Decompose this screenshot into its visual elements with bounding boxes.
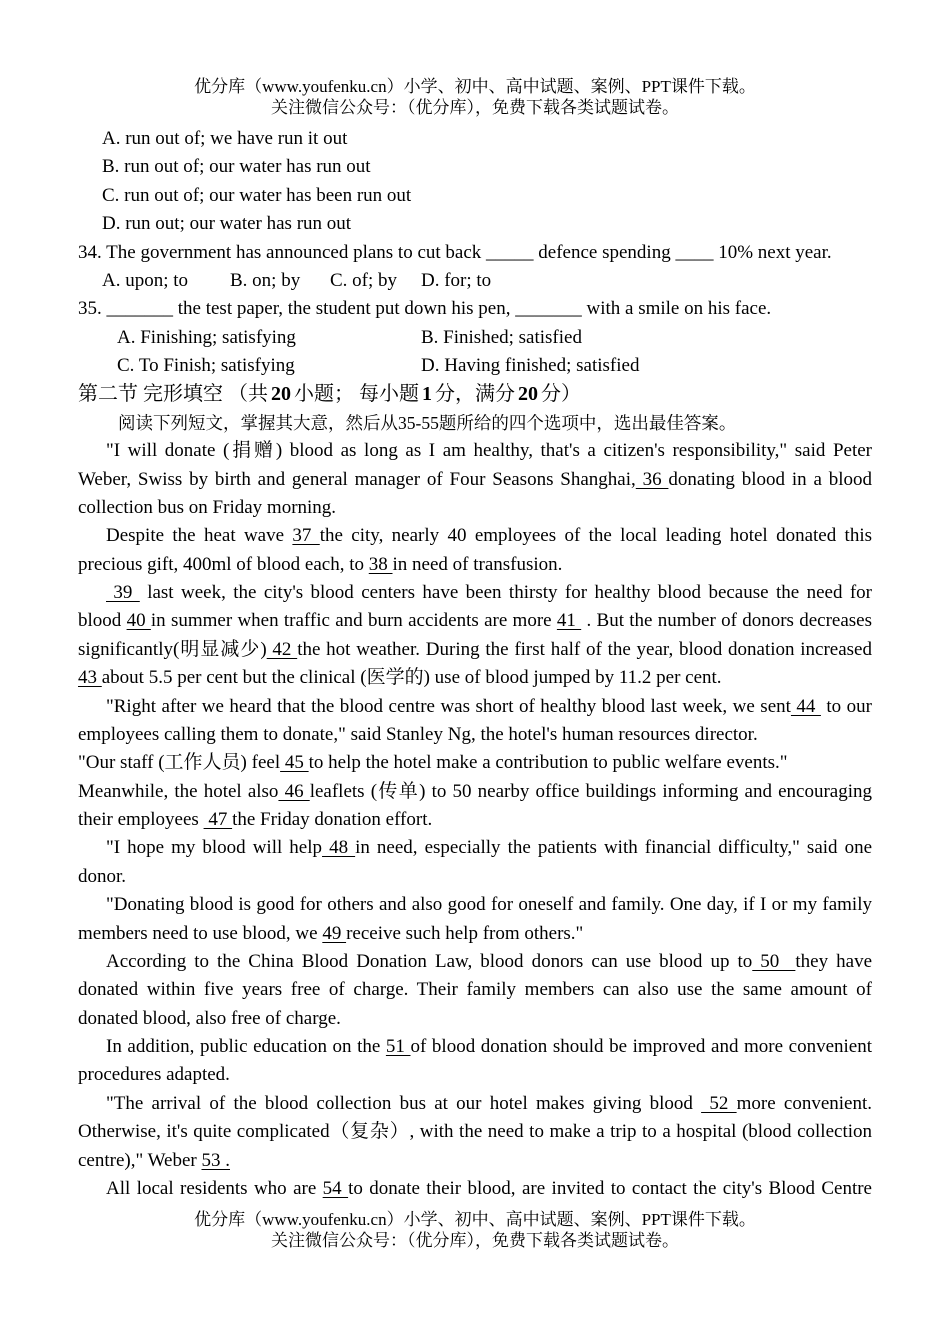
passage-text: donating blood in a blood — [668, 468, 872, 490]
section-title-text: 分） — [541, 383, 581, 406]
section-title-text: 小题； 每小题 — [294, 383, 419, 406]
section-title-text: 分，满分 — [435, 383, 515, 406]
q35-option-a: A. Finishing; satisfying — [117, 326, 296, 348]
passage-text: In addition, public education on the — [106, 1036, 386, 1057]
paragraph-8 — [78, 891, 872, 948]
footer-line-2: 关注微信公众号：（优分库），免费下载各类试题试卷。 — [271, 1231, 679, 1250]
passage-text: to our — [820, 695, 872, 717]
passage-line — [78, 1090, 872, 1118]
passage-text: According to the China Blood Donation Law, blood donors can use blood up to — [106, 950, 753, 972]
passage-line — [78, 749, 872, 777]
blank-36: 36 — [635, 468, 669, 490]
section-title — [78, 380, 872, 408]
passage-text: "I hope my blood will help — [106, 837, 323, 859]
passage-text: members need to use blood, we — [78, 922, 323, 944]
passage-text: procedures adapted. — [78, 1064, 230, 1086]
section-instruction: 阅读下列短文，掌握其大意，然后从35-55题所给的四个选项中，选出最佳答案。 — [118, 412, 737, 433]
passage-text: donated within five years free of charge. Their family members can also use the same amount of — [78, 979, 872, 1001]
passage-text: to donate their blood, are invited to contact the city's Blood Centre — [348, 1177, 872, 1199]
blank-38: 38 — [368, 553, 393, 575]
paragraph-2 — [78, 522, 872, 579]
passage-text: the city, nearly 40 employees of the local leading hotel donated this — [319, 525, 872, 547]
blank-54: 54 — [322, 1177, 349, 1199]
section-total-points: 20 — [518, 383, 538, 406]
passage-line — [78, 1005, 872, 1033]
passage-line — [78, 1033, 872, 1061]
passage-text: the Friday donation effort. — [232, 809, 433, 830]
paragraph-4 — [78, 693, 872, 750]
passage-text: Despite the heat wave — [106, 525, 293, 547]
blank-37: 37 — [292, 525, 320, 547]
passage-text: to help the hotel make a contribution to public welfare events." — [308, 752, 788, 774]
footer-line-1: 优分库（www.youfenku.cn）小学、初中、高中试题、案例、PPT课件下载。 — [194, 1210, 756, 1229]
passage-line — [78, 522, 872, 550]
passage-line — [78, 834, 872, 862]
passage-text: collection bus on Friday morning. — [78, 496, 337, 518]
passage-line — [78, 636, 872, 664]
q34-option-b: B. on; by — [230, 269, 301, 291]
passage-text: "Right after we heard that the blood centre was short of healthy blood last week, we sent — [106, 695, 791, 717]
passage-text: "The arrival of the blood collection bus at our hotel makes giving blood — [106, 1092, 702, 1114]
blank-47: 47 — [203, 809, 233, 830]
header-line-1: 优分库（www.youfenku.cn）小学、初中、高中试题、案例、PPT课件下载。 — [194, 77, 756, 96]
blank-42: 42 — [266, 638, 298, 660]
passage-line — [78, 494, 872, 522]
blank-48: 48 — [322, 837, 356, 859]
passage-line — [78, 607, 872, 635]
paragraph-11 — [78, 1090, 872, 1175]
passage-text: in need of transfusion. — [392, 553, 563, 575]
passage-text: blood — [78, 610, 127, 632]
q33-option-a: A. run out of; we have run it out — [102, 128, 348, 149]
blank-39: 39 — [106, 582, 140, 603]
passage-line — [78, 466, 872, 494]
q34-options — [78, 267, 872, 295]
passage-text: centre)," Weber — [78, 1149, 202, 1171]
paragraph-9 — [78, 948, 872, 1033]
passage-line — [78, 920, 872, 948]
q35-options-row-1 — [78, 324, 872, 352]
passage-line — [78, 948, 872, 976]
q33-option-c: C. run out of; our water has been run out — [102, 184, 412, 206]
passage-text: employees calling them to donate," said Stanley Ng, the hotel's human resources director. — [78, 723, 758, 745]
passage-text: more convenient. — [736, 1092, 872, 1114]
q35-options-row-2 — [78, 352, 872, 380]
q33-option-d: D. run out; our water has run out — [102, 213, 352, 235]
passage-text: donor. — [78, 865, 127, 887]
blank-51: 51 — [385, 1036, 411, 1057]
passage-text: the hot weather. During the first half of the year, blood donation increased — [297, 638, 872, 660]
passage-text: about 5.5 per cent but the clinical (医学的) use of blood jumped by 11.2 per cent. — [101, 667, 722, 689]
blank-43: 43 — [78, 667, 102, 689]
blank-50: 50 — [752, 950, 796, 972]
passage-line — [78, 891, 872, 919]
passage-line — [78, 579, 872, 607]
page-footer — [0, 1209, 950, 1251]
passage-text: . But the number of donors decreases — [581, 610, 872, 632]
passage-line — [78, 664, 872, 692]
paragraph-12 — [78, 1175, 872, 1203]
passage-line — [78, 806, 872, 834]
passage-text: Otherwise, it's quite complicated（复杂）, with the need to make a trip to a hospital (blood collection — [78, 1121, 872, 1143]
q34-option-a: A. upon; to — [102, 269, 189, 291]
blank-41: 41 — [556, 610, 582, 632]
paragraph-5 — [78, 749, 872, 777]
passage-text: leaflets (传单) to 50 nearby office buildings informing and encouraging — [309, 780, 872, 802]
paragraph-7 — [78, 834, 872, 891]
q34-stem: 34. The government has announced plans to cut back _____ defence spending ____ 10% next year. — [78, 241, 832, 263]
passage-line — [78, 976, 872, 1004]
passage-line — [78, 863, 872, 891]
passage-text: their employees — [78, 809, 204, 830]
header-line-2: 关注微信公众号：（优分库），免费下载各类试题试卷。 — [271, 98, 679, 117]
passage-line — [78, 778, 872, 806]
blank-49: 49 — [322, 922, 347, 944]
passage-line — [78, 693, 872, 721]
blank-53: 53 . — [201, 1149, 230, 1171]
paragraph-3 — [78, 579, 872, 693]
passage-line — [78, 1175, 872, 1203]
passage-text: donated blood, also free of charge. — [78, 1007, 341, 1029]
passage-text: "Our staff (工作人员) feel — [78, 752, 281, 774]
blank-52: 52 — [701, 1092, 737, 1114]
passage-line — [78, 551, 872, 579]
page-header — [0, 76, 950, 118]
passage-text: they have — [795, 950, 872, 972]
q35-option-c: C. To Finish; satisfying — [117, 355, 295, 376]
section-question-count: 20 — [271, 383, 291, 406]
passage-text: receive such help from others." — [346, 922, 584, 944]
paragraph-1 — [78, 437, 872, 522]
passage-text: precious gift, 400ml of blood each, to — [78, 553, 369, 575]
passage-line — [78, 1118, 872, 1146]
passage-text: All local residents who are — [106, 1177, 323, 1199]
passage-text: in summer when traffic and burn accidents are more — [150, 610, 557, 632]
passage-text: last week, the city's blood centers have been thirsty for healthy blood because the need for — [139, 582, 872, 603]
passage-text: Weber, Swiss by birth and general manager of Four Seasons Shanghai, — [78, 468, 636, 490]
passage-text: in need, especially the patients with financial difficulty," said one — [355, 837, 872, 859]
blank-46: 46 — [278, 780, 310, 802]
q33-option-b: B. run out of; our water has run out — [102, 156, 371, 178]
passage-line — [78, 721, 872, 749]
section-title-text: 第二节 完形填空 （共 — [78, 383, 268, 406]
passage-text: significantly(明显减少) — [78, 638, 267, 660]
paragraph-6 — [78, 778, 872, 835]
page-content — [78, 125, 872, 1203]
q35-option-b: B. Finished; satisfied — [421, 326, 582, 348]
q34-option-d: D. for; to — [421, 269, 492, 291]
passage-text: "I will donate (捐赠) blood as long as I am healthy, that's a citizen's responsibility," said Peter — [106, 440, 872, 462]
passage-line — [78, 1061, 872, 1089]
passage-text: of blood donation should be improved and more convenient — [410, 1036, 872, 1057]
section-points-each: 1 — [422, 383, 432, 406]
passage-text: Meanwhile, the hotel also — [78, 780, 279, 802]
q34-option-c: C. of; by — [330, 269, 398, 291]
passage-line — [78, 1147, 872, 1175]
passage-text: "Donating blood is good for others and also good for oneself and family. One day, if I or my family — [106, 894, 872, 916]
blank-45: 45 — [280, 752, 309, 774]
q35-stem: 35. _______ the test paper, the student put down his pen, _______ with a smile on his face. — [78, 298, 772, 320]
q35-option-d: D. Having finished; satisfied — [421, 355, 640, 376]
passage-line — [78, 437, 872, 465]
blank-44: 44 — [790, 695, 821, 717]
paragraph-10 — [78, 1033, 872, 1090]
blank-40: 40 — [126, 610, 151, 632]
